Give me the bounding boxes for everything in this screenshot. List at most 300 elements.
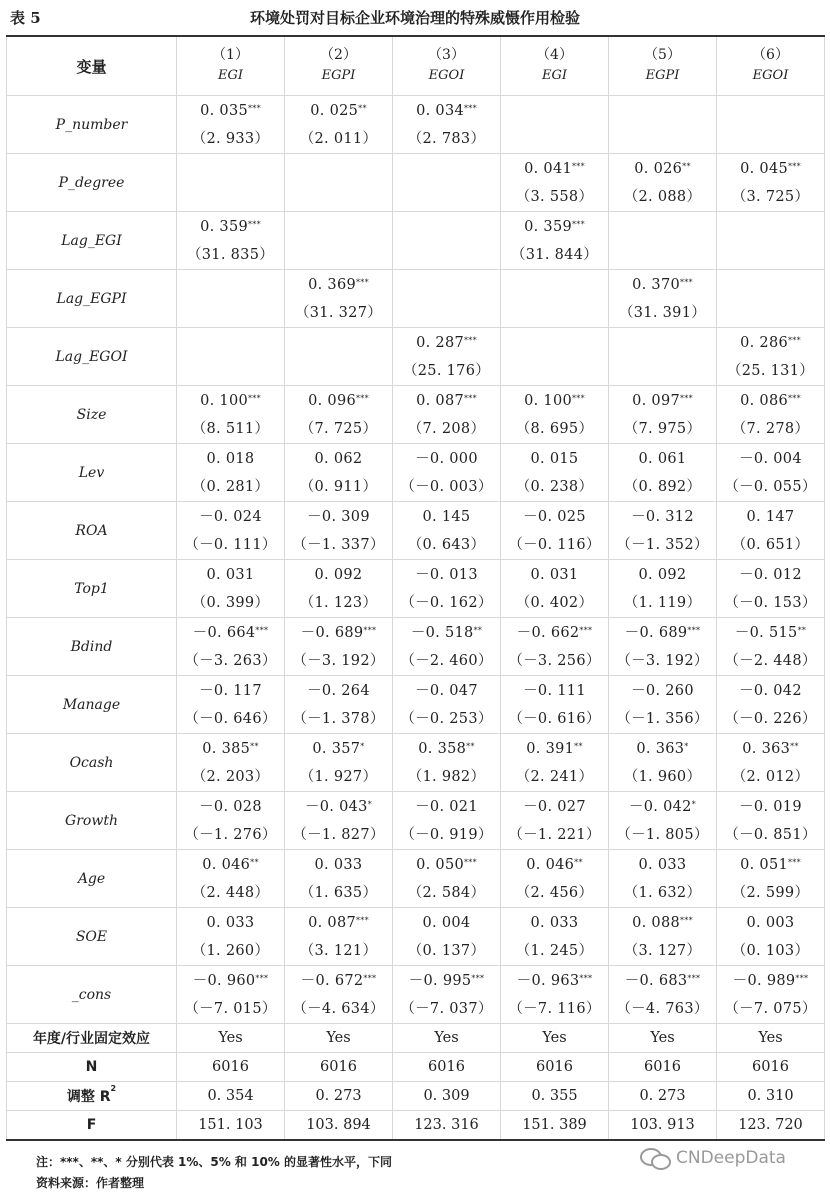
significance-stars: *** bbox=[464, 335, 477, 345]
stat-label-text: N bbox=[85, 1059, 98, 1075]
stat-label-text: 调整 R bbox=[66, 1089, 111, 1105]
stat-row bbox=[7, 1053, 825, 1082]
column-number: （5） bbox=[644, 47, 681, 63]
coefficient: 0. 287 bbox=[416, 334, 464, 351]
coefficient-line bbox=[285, 561, 392, 589]
variable-name: Lag_EGPI bbox=[7, 270, 177, 328]
coefficient: 0. 033 bbox=[206, 914, 255, 931]
coefficient-line bbox=[609, 445, 716, 473]
significance-stars: *** bbox=[788, 393, 801, 403]
coefficient: 0. 062 bbox=[314, 450, 363, 467]
variable-name: Top1 bbox=[7, 560, 177, 618]
coefficient-line bbox=[285, 271, 392, 299]
coefficient-line bbox=[609, 967, 716, 995]
coefficient-line bbox=[717, 677, 824, 705]
t-statistic: （2. 088） bbox=[623, 188, 702, 205]
variable-name: Growth bbox=[7, 792, 177, 850]
coefficient-line bbox=[285, 967, 392, 995]
table-cell bbox=[177, 212, 285, 270]
variable-name: Lev bbox=[7, 444, 177, 502]
coefficient: 0. 092 bbox=[314, 566, 363, 583]
significance-stars: * bbox=[360, 741, 365, 751]
stat-value: 6016 bbox=[717, 1053, 825, 1082]
coefficient: －0. 019 bbox=[739, 798, 802, 815]
table-cell bbox=[609, 676, 717, 734]
table-row bbox=[7, 618, 825, 676]
table-cell bbox=[177, 618, 285, 676]
coefficient-line bbox=[717, 909, 824, 937]
coefficient: 0. 033 bbox=[314, 856, 363, 873]
table-row bbox=[7, 734, 825, 792]
table-row bbox=[7, 212, 825, 270]
t-statistic: （－0. 253） bbox=[400, 710, 493, 727]
t-statistic: （31. 844） bbox=[510, 246, 599, 263]
t-statistic: （－7. 075） bbox=[724, 1000, 817, 1017]
stat-label-text: 年度/行业固定效应 bbox=[32, 1031, 151, 1047]
coefficient-line bbox=[393, 619, 500, 647]
stat-row bbox=[7, 1082, 825, 1111]
coefficient: －0. 021 bbox=[415, 798, 478, 815]
t-statistic: （－4. 634） bbox=[292, 1000, 385, 1017]
coefficient: －0. 028 bbox=[199, 798, 262, 815]
table-cell bbox=[177, 154, 285, 212]
coefficient-line bbox=[393, 445, 500, 473]
coefficient: －0. 111 bbox=[523, 682, 586, 699]
table-cell bbox=[501, 502, 609, 560]
table-cell bbox=[501, 560, 609, 618]
coefficient-line bbox=[177, 213, 284, 241]
table-cell bbox=[609, 966, 717, 1024]
t-statistic: （2. 599） bbox=[731, 884, 810, 901]
dependent-variable: EGI bbox=[217, 68, 243, 83]
coefficient: 0. 385 bbox=[202, 740, 251, 757]
coefficient: 0. 363 bbox=[742, 740, 791, 757]
column-number: （4） bbox=[536, 47, 573, 63]
coefficient: 0. 004 bbox=[422, 914, 471, 931]
t-statistic: （25. 176） bbox=[402, 362, 491, 379]
coefficient: 0. 046 bbox=[202, 856, 251, 873]
coefficient-line bbox=[717, 967, 824, 995]
t-statistic: （3. 558） bbox=[515, 188, 594, 205]
stat-value: 6016 bbox=[285, 1053, 393, 1082]
variable-name: SOE bbox=[7, 908, 177, 966]
stat-label bbox=[7, 1053, 177, 1082]
significance-stars: *** bbox=[687, 973, 701, 983]
coefficient-line bbox=[609, 155, 716, 183]
t-statistic: （2. 011） bbox=[299, 130, 378, 147]
table-cell bbox=[501, 676, 609, 734]
table-cell bbox=[609, 96, 717, 154]
table-cell bbox=[285, 734, 393, 792]
table-cell bbox=[501, 212, 609, 270]
t-statistic: （－7. 116） bbox=[508, 1000, 601, 1017]
table-cell bbox=[177, 734, 285, 792]
table-cell bbox=[393, 154, 501, 212]
table-cell bbox=[177, 96, 285, 154]
significance-stars: *** bbox=[464, 393, 477, 403]
table-row bbox=[7, 560, 825, 618]
t-statistic: （0. 399） bbox=[191, 594, 270, 611]
table-cell bbox=[393, 966, 501, 1024]
t-statistic: （3. 725） bbox=[731, 188, 810, 205]
table-cell bbox=[393, 96, 501, 154]
t-statistic: （3. 121） bbox=[299, 942, 378, 959]
t-statistic: （－1. 356） bbox=[616, 710, 709, 727]
significance-stars: *** bbox=[248, 393, 261, 403]
table-cell bbox=[177, 850, 285, 908]
coefficient: 0. 025 bbox=[310, 102, 359, 119]
coefficient-line bbox=[177, 619, 284, 647]
coefficient-line bbox=[285, 677, 392, 705]
coefficient: 0. 026 bbox=[634, 160, 683, 177]
t-statistic: （－0. 055） bbox=[724, 478, 817, 495]
coefficient-line bbox=[501, 155, 608, 183]
column-header bbox=[393, 36, 501, 96]
variable-name: Bdind bbox=[7, 618, 177, 676]
table-cell bbox=[285, 212, 393, 270]
column-number: （6） bbox=[752, 47, 789, 63]
significance-stars: *** bbox=[464, 103, 477, 113]
t-statistic: （－0. 616） bbox=[508, 710, 601, 727]
variable-name: P_number bbox=[7, 96, 177, 154]
dependent-variable: EGI bbox=[541, 68, 567, 83]
coefficient-line bbox=[717, 155, 824, 183]
table-cell bbox=[609, 734, 717, 792]
coefficient-line bbox=[501, 735, 608, 763]
significance-stars: ** bbox=[682, 161, 691, 171]
table-cell bbox=[393, 908, 501, 966]
significance-stars: *** bbox=[579, 973, 593, 983]
coefficient: 0. 033 bbox=[530, 914, 579, 931]
coefficient-line bbox=[285, 735, 392, 763]
coefficient: 0. 087 bbox=[416, 392, 464, 409]
table-row bbox=[7, 154, 825, 212]
column-header bbox=[501, 36, 609, 96]
stat-value: Yes bbox=[393, 1024, 501, 1053]
table-cell bbox=[393, 676, 501, 734]
significance-stars: *** bbox=[788, 161, 801, 171]
t-statistic: （1. 635） bbox=[299, 884, 378, 901]
stat-value: 103. 894 bbox=[285, 1111, 393, 1141]
significance-stars: ** bbox=[473, 625, 483, 635]
coefficient: －0. 689 bbox=[300, 624, 364, 641]
coefficient-line bbox=[393, 677, 500, 705]
column-number: （2） bbox=[320, 47, 357, 63]
coefficient: －0. 000 bbox=[415, 450, 478, 467]
t-statistic: （8. 511） bbox=[191, 420, 270, 437]
stat-value: Yes bbox=[717, 1024, 825, 1053]
column-header bbox=[285, 36, 393, 96]
table-cell bbox=[285, 386, 393, 444]
variable-name: Lag_EGI bbox=[7, 212, 177, 270]
variable-name: Size bbox=[7, 386, 177, 444]
t-statistic: （25. 131） bbox=[726, 362, 815, 379]
significance-stars: * bbox=[684, 741, 689, 751]
table-cell bbox=[501, 386, 609, 444]
variable-name: Manage bbox=[7, 676, 177, 734]
t-statistic: （－1. 221） bbox=[508, 826, 601, 843]
coefficient-line bbox=[717, 561, 824, 589]
coefficient-line bbox=[609, 619, 716, 647]
coefficient: 0. 145 bbox=[422, 508, 471, 525]
significance-stars: *** bbox=[255, 973, 269, 983]
table-cell bbox=[717, 154, 825, 212]
significance-stars: ** bbox=[358, 103, 367, 113]
significance-stars: *** bbox=[363, 973, 377, 983]
table-cell bbox=[609, 792, 717, 850]
coefficient-line bbox=[501, 677, 608, 705]
t-statistic: （－2. 448） bbox=[724, 652, 817, 669]
t-statistic: （－0. 919） bbox=[400, 826, 493, 843]
coefficient: －0. 672 bbox=[300, 972, 364, 989]
stat-value: 123. 316 bbox=[393, 1111, 501, 1141]
coefficient-line bbox=[609, 503, 716, 531]
coefficient: 0. 391 bbox=[526, 740, 575, 757]
table-cell bbox=[717, 676, 825, 734]
table-cell bbox=[717, 560, 825, 618]
coefficient: －0. 989 bbox=[732, 972, 796, 989]
coefficient: －0. 515 bbox=[734, 624, 798, 641]
t-statistic: （0. 651） bbox=[731, 536, 810, 553]
coefficient-line bbox=[393, 97, 500, 125]
t-statistic: （1. 245） bbox=[515, 942, 594, 959]
t-statistic: （0. 892） bbox=[623, 478, 702, 495]
t-statistic: （31. 391） bbox=[618, 304, 707, 321]
variable-name: Age bbox=[7, 850, 177, 908]
coefficient: 0. 018 bbox=[206, 450, 255, 467]
coefficient-line bbox=[717, 445, 824, 473]
table-cell bbox=[177, 328, 285, 386]
table-cell bbox=[285, 792, 393, 850]
t-statistic: （－1. 378） bbox=[292, 710, 385, 727]
significance-stars: ** bbox=[574, 741, 583, 751]
stat-value: 0. 355 bbox=[501, 1082, 609, 1111]
table-row bbox=[7, 908, 825, 966]
t-statistic: （2. 448） bbox=[191, 884, 270, 901]
table-row bbox=[7, 966, 825, 1024]
significance-stars: *** bbox=[680, 277, 693, 287]
t-statistic: （7. 208） bbox=[407, 420, 486, 437]
coefficient: －0. 024 bbox=[199, 508, 262, 525]
coefficient-line bbox=[609, 909, 716, 937]
coefficient-line bbox=[501, 619, 608, 647]
t-statistic: （1. 260） bbox=[191, 942, 270, 959]
table-cell bbox=[717, 444, 825, 502]
significance-stars: *** bbox=[788, 857, 801, 867]
coefficient: －0. 309 bbox=[307, 508, 370, 525]
t-statistic: （2. 456） bbox=[515, 884, 594, 901]
table-row bbox=[7, 386, 825, 444]
t-statistic: （－0. 851） bbox=[724, 826, 817, 843]
table-row bbox=[7, 328, 825, 386]
table-cell bbox=[609, 502, 717, 560]
table-cell bbox=[285, 328, 393, 386]
t-statistic: （－3. 256） bbox=[508, 652, 601, 669]
significance-stars: ** bbox=[574, 857, 583, 867]
table-row bbox=[7, 676, 825, 734]
dependent-variable: EGOI bbox=[752, 68, 789, 83]
column-header-row bbox=[7, 36, 825, 96]
coefficient-line bbox=[609, 387, 716, 415]
table-cell bbox=[285, 502, 393, 560]
table-cell bbox=[717, 734, 825, 792]
t-statistic: （－7. 015） bbox=[184, 1000, 277, 1017]
t-statistic: （－0. 646） bbox=[184, 710, 277, 727]
watermark-text: CNDeepData bbox=[676, 1148, 786, 1168]
table-cell bbox=[717, 908, 825, 966]
table-cell bbox=[393, 792, 501, 850]
coefficient-line bbox=[177, 387, 284, 415]
coefficient: 0. 100 bbox=[200, 392, 248, 409]
wechat-icon bbox=[640, 1146, 670, 1170]
table-cell bbox=[717, 792, 825, 850]
coefficient: －0. 004 bbox=[739, 450, 802, 467]
coefficient-line bbox=[717, 793, 824, 821]
table-cell bbox=[393, 444, 501, 502]
table-row bbox=[7, 792, 825, 850]
coefficient: 0. 035 bbox=[200, 102, 248, 119]
stat-value: 6016 bbox=[393, 1053, 501, 1082]
significance-stars: *** bbox=[464, 857, 477, 867]
significance-stars: *** bbox=[572, 393, 585, 403]
coefficient: －0. 027 bbox=[523, 798, 586, 815]
coefficient-line bbox=[285, 909, 392, 937]
coefficient: 0. 370 bbox=[632, 276, 680, 293]
coefficient: －0. 012 bbox=[739, 566, 802, 583]
table-cell bbox=[393, 328, 501, 386]
t-statistic: （－1. 337） bbox=[292, 536, 385, 553]
coefficient: 0. 369 bbox=[308, 276, 356, 293]
t-statistic: （31. 327） bbox=[294, 304, 383, 321]
coefficient-line bbox=[285, 387, 392, 415]
t-statistic: （1. 960） bbox=[623, 768, 702, 785]
coefficient-line bbox=[177, 735, 284, 763]
t-statistic: （0. 643） bbox=[407, 536, 486, 553]
t-statistic: （0. 281） bbox=[191, 478, 270, 495]
significance-stars: *** bbox=[471, 973, 485, 983]
table-cell bbox=[717, 966, 825, 1024]
coefficient-line bbox=[285, 793, 392, 821]
table-cell bbox=[609, 850, 717, 908]
table-row bbox=[7, 444, 825, 502]
watermark bbox=[640, 1146, 786, 1170]
stat-value: 151. 103 bbox=[177, 1111, 285, 1141]
table-cell bbox=[501, 966, 609, 1024]
coefficient-line bbox=[717, 387, 824, 415]
coefficient: 0. 050 bbox=[416, 856, 464, 873]
coefficient: －0. 963 bbox=[516, 972, 580, 989]
table-cell bbox=[501, 270, 609, 328]
t-statistic: （－0. 162） bbox=[400, 594, 493, 611]
t-statistic: （8. 695） bbox=[515, 420, 594, 437]
table-cell bbox=[177, 966, 285, 1024]
table-cell bbox=[717, 270, 825, 328]
column-number: （1） bbox=[212, 47, 249, 63]
table-cell bbox=[717, 328, 825, 386]
coefficient: 0. 087 bbox=[308, 914, 356, 931]
coefficient-line bbox=[177, 677, 284, 705]
t-statistic: （－7. 037） bbox=[400, 1000, 493, 1017]
coefficient: －0. 013 bbox=[415, 566, 478, 583]
t-statistic: （－3. 192） bbox=[616, 652, 709, 669]
coefficient-line bbox=[177, 561, 284, 589]
stat-value: Yes bbox=[285, 1024, 393, 1053]
significance-stars: *** bbox=[356, 277, 369, 287]
t-statistic: （－0. 226） bbox=[724, 710, 817, 727]
significance-stars: *** bbox=[572, 219, 585, 229]
coefficient: 0. 359 bbox=[524, 218, 572, 235]
table-row bbox=[7, 850, 825, 908]
regression-table bbox=[6, 35, 825, 1141]
table-cell bbox=[285, 908, 393, 966]
coefficient: －0. 689 bbox=[624, 624, 688, 641]
table-cell bbox=[501, 96, 609, 154]
coefficient: 0. 358 bbox=[418, 740, 467, 757]
table-cell bbox=[609, 154, 717, 212]
coefficient: －0. 025 bbox=[523, 508, 586, 525]
table-row bbox=[7, 502, 825, 560]
coefficient-line bbox=[285, 503, 392, 531]
dependent-variable: EGPI bbox=[321, 68, 356, 83]
table-cell bbox=[501, 850, 609, 908]
coefficient: 0. 286 bbox=[740, 334, 788, 351]
table-cell bbox=[393, 212, 501, 270]
table-cell bbox=[501, 734, 609, 792]
coefficient: －0. 518 bbox=[410, 624, 474, 641]
coefficient: －0. 042 bbox=[628, 798, 692, 815]
coefficient-line bbox=[285, 445, 392, 473]
coefficient: 0. 045 bbox=[740, 160, 788, 177]
significance-stars: *** bbox=[680, 915, 693, 925]
t-statistic: （0. 238） bbox=[515, 478, 594, 495]
table-cell bbox=[285, 444, 393, 502]
table-cell bbox=[177, 792, 285, 850]
t-statistic: （－3. 192） bbox=[292, 652, 385, 669]
table-cell bbox=[609, 212, 717, 270]
t-statistic: （1. 927） bbox=[299, 768, 378, 785]
coefficient: 0. 097 bbox=[632, 392, 680, 409]
coefficient: －0. 664 bbox=[192, 624, 256, 641]
table-cell bbox=[285, 560, 393, 618]
coefficient-line bbox=[501, 851, 608, 879]
stat-value: 103. 913 bbox=[609, 1111, 717, 1141]
significance-stars: *** bbox=[680, 393, 693, 403]
column-header bbox=[177, 36, 285, 96]
coefficient: 0. 086 bbox=[740, 392, 788, 409]
coefficient-line bbox=[393, 793, 500, 821]
table-row bbox=[7, 270, 825, 328]
variable-name: P_degree bbox=[7, 154, 177, 212]
coefficient-line bbox=[501, 967, 608, 995]
coefficient: 0. 003 bbox=[746, 914, 795, 931]
significance-stars: *** bbox=[579, 625, 593, 635]
t-statistic: （1. 632） bbox=[623, 884, 702, 901]
coefficient: －0. 995 bbox=[408, 972, 472, 989]
table-cell bbox=[177, 386, 285, 444]
coefficient-line bbox=[177, 445, 284, 473]
stat-label bbox=[7, 1024, 177, 1053]
table-title: 环境处罚对目标企业环境治理的特殊威慑作用检验 bbox=[249, 9, 580, 27]
table-cell bbox=[501, 328, 609, 386]
table-cell bbox=[393, 502, 501, 560]
coefficient-line bbox=[609, 735, 716, 763]
coefficient: －0. 662 bbox=[516, 624, 580, 641]
coefficient: 0. 147 bbox=[746, 508, 795, 525]
significance-stars: *** bbox=[356, 915, 369, 925]
variable-name: Lag_EGOI bbox=[7, 328, 177, 386]
coefficient-line bbox=[393, 561, 500, 589]
table-cell bbox=[717, 618, 825, 676]
